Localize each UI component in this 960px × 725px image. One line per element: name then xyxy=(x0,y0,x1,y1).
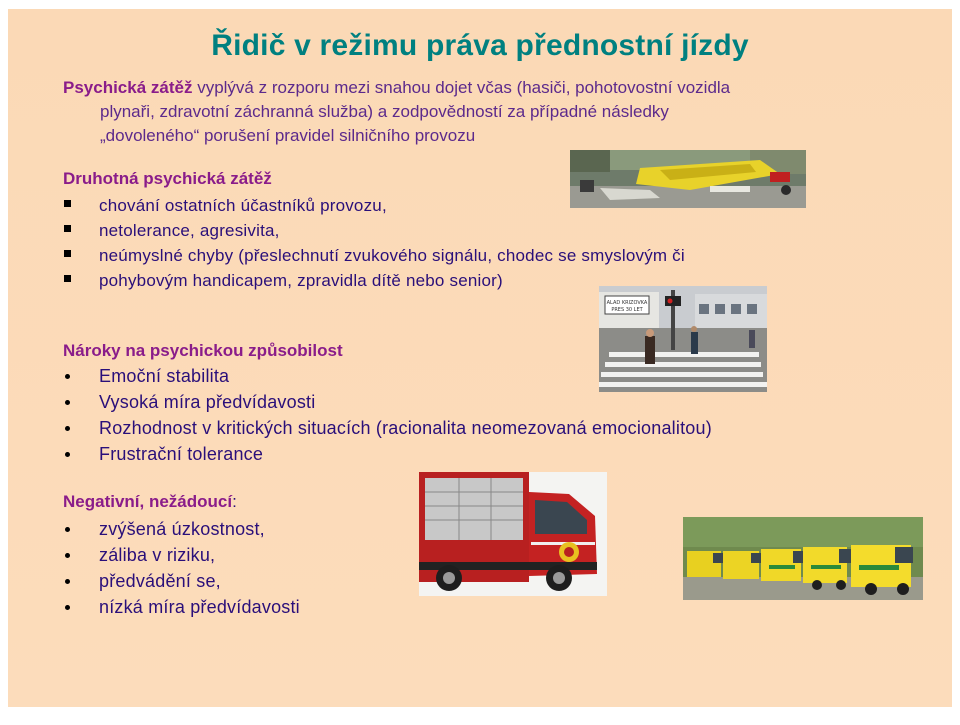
secondary-stress-list xyxy=(63,193,803,293)
list-item: Frustrační tolerance xyxy=(63,441,823,467)
slide-title: Řidič v režimu práva přednostní jízdy xyxy=(211,29,749,62)
list-item: předvádění se, xyxy=(63,568,423,594)
list-item-continuation-text: pohybovým handicapem, zpravidla dítě nebo senior) xyxy=(99,271,503,290)
negative-heading-text: Negativní, nežádoucí xyxy=(63,492,233,511)
ambulance-row-photo xyxy=(683,517,923,600)
negative-list xyxy=(63,516,423,620)
intro-text-1: vyplývá z rozporu mezi snahou dojet včas (hasiči, pohotovostní vozidla xyxy=(192,78,731,97)
tram-crash-photo xyxy=(570,150,806,208)
list-item: nízká míra předvídavosti xyxy=(63,594,423,620)
negative-heading-colon: : xyxy=(232,492,237,511)
list-item: zvýšená úzkostnost, xyxy=(63,516,423,542)
sign-line-1: ALAD KRIZOVKA xyxy=(606,300,648,306)
list-item: chování ostatních účastníků provozu, xyxy=(63,193,803,218)
intro-text-2: plynaři, zdravotní záchranná služba) a zodpovědností za případné následky xyxy=(100,102,669,121)
list-item: netolerance, agresivita, xyxy=(63,218,803,243)
list-item: Emoční stabilita xyxy=(63,363,823,389)
list-item: Rozhodnost v kritických situacích (racionalita neomezovaná emocionalitou) xyxy=(63,415,823,441)
list-item: Vysoká míra předvídavosti xyxy=(63,389,823,415)
intro-lead: Psychická zátěž xyxy=(63,78,193,97)
pedestrian-crossing-photo xyxy=(599,286,767,392)
list-item: záliba v riziku, xyxy=(63,542,423,568)
intro-text-3: „dovoleného“ porušení pravidel silničního provozu xyxy=(100,126,476,145)
fire-truck-photo xyxy=(419,472,607,596)
intro-paragraph xyxy=(63,76,823,148)
slide xyxy=(8,9,952,707)
secondary-stress-heading: Druhotná psychická zátěž xyxy=(63,169,272,188)
list-item: neúmyslné chyby (přeslechnutí zvukového signálu, chodec se smyslovým či xyxy=(63,243,803,268)
sign-line-2: PRES 30 LET xyxy=(611,307,643,313)
demands-heading: Nároky na psychickou způsobilost xyxy=(63,341,343,360)
negative-heading xyxy=(63,492,237,512)
